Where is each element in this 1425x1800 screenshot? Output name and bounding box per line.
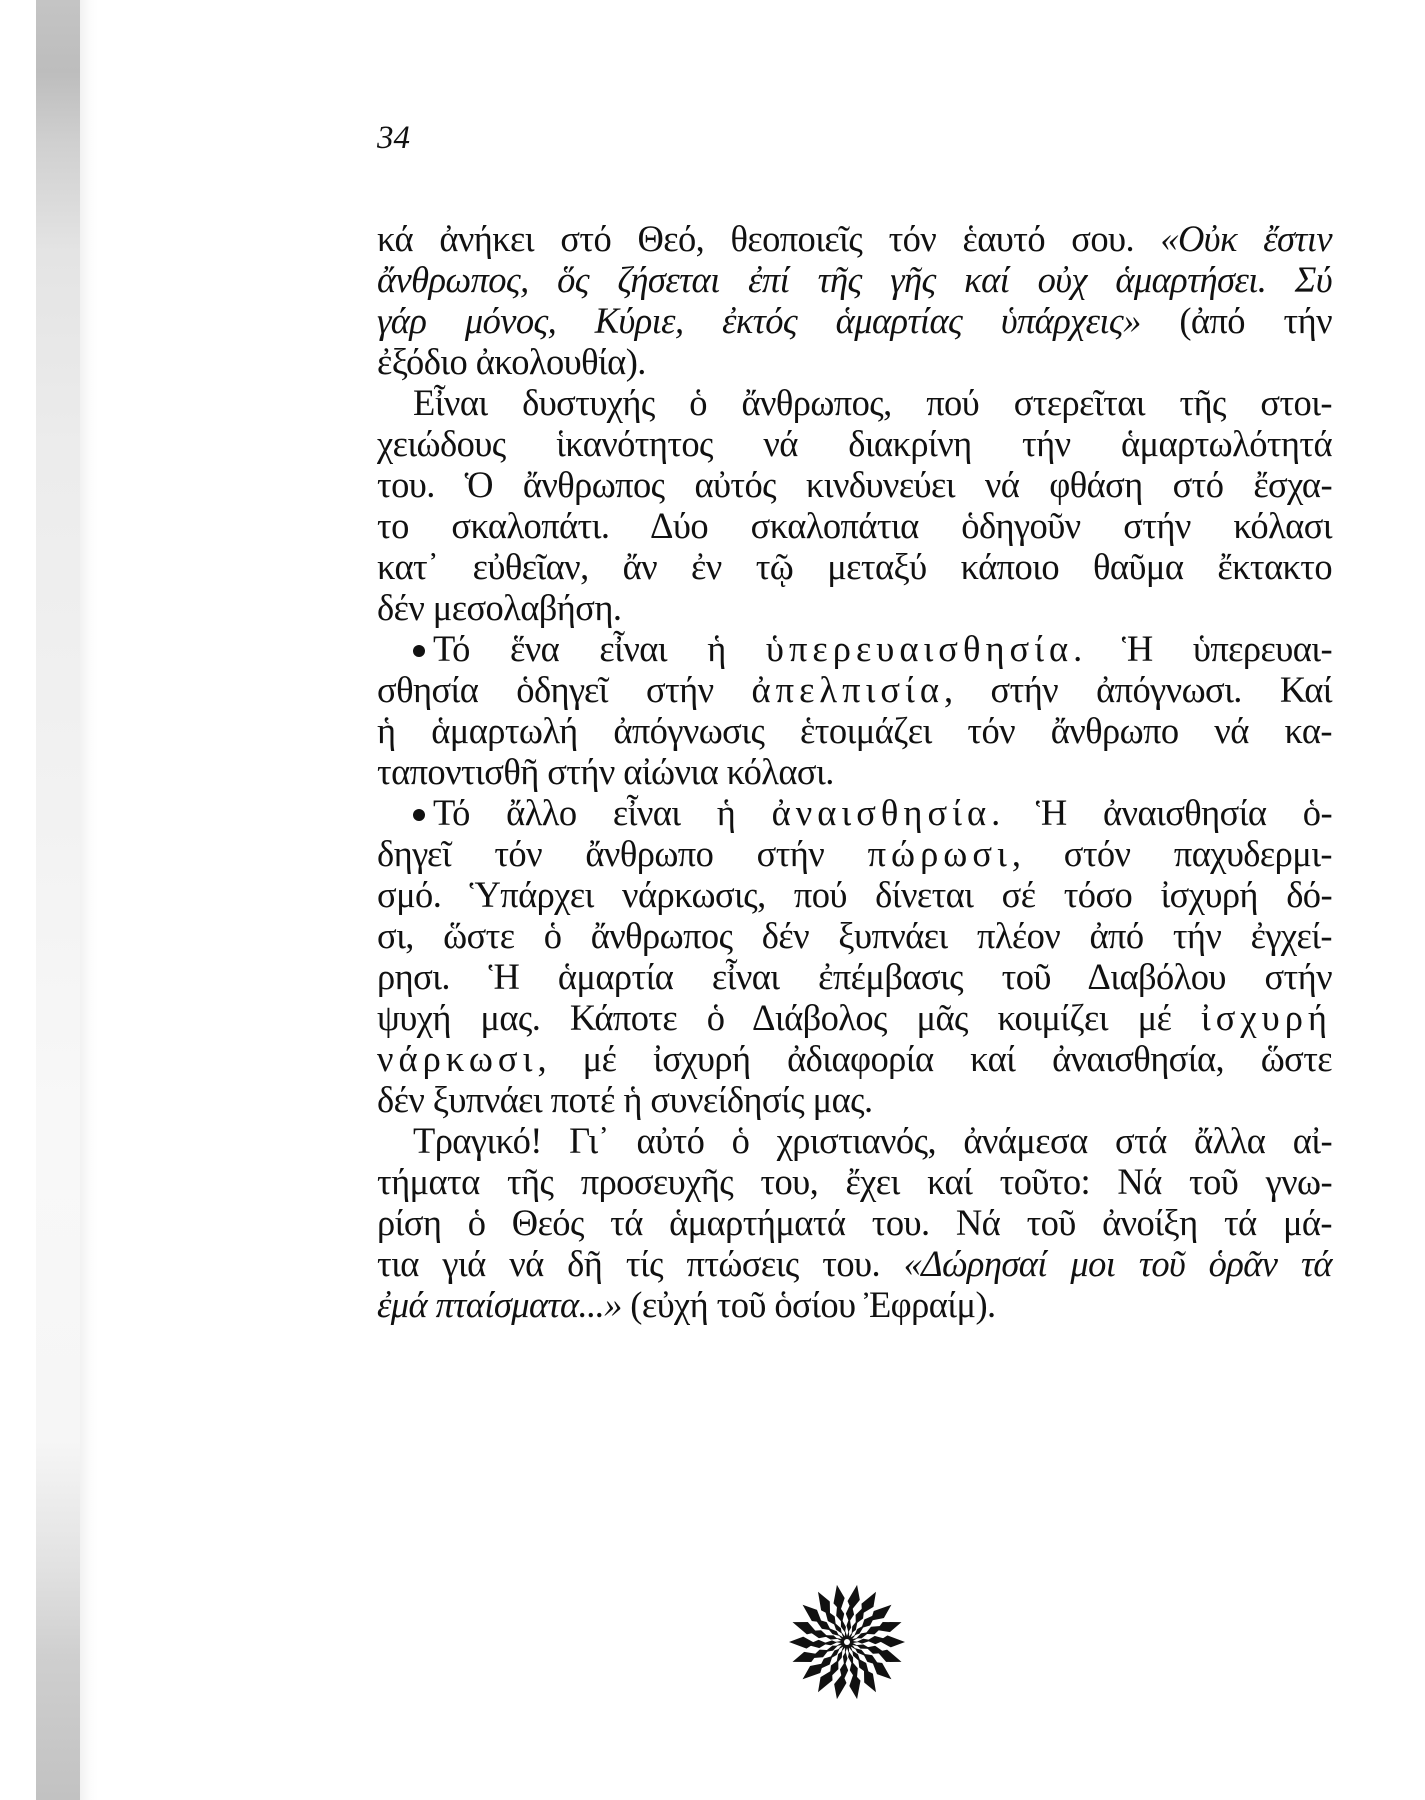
text-line	[377, 505, 1332, 546]
emphasized-term: ἰσχυρή	[1200, 997, 1332, 1038]
text-segment: δέν ξυπνάει ποτέ ἡ συνείδησίς μας.	[377, 1079, 873, 1120]
paragraph-p3	[377, 628, 1332, 792]
bullet-icon	[413, 645, 425, 657]
text-segment: γάρ μόνος, Κύριε, ἐκτός ἁμαρτίας ὑπάρχεις»	[377, 300, 1141, 341]
emphasized-term: ὑπερευαισθησία	[765, 628, 1074, 669]
text-segment: Εἶναι δυστυχής ὁ ἄνθρωπος, πού στερεῖται τῆς στοι-	[413, 382, 1332, 423]
text-segment: ἐξόδιο ἀκολουθία).	[377, 341, 646, 382]
text-segment: ἐμά πταίσματα...»	[377, 1284, 622, 1325]
text-line	[377, 218, 1332, 259]
text-line	[377, 628, 1332, 669]
emphasized-term: νάρκωσι	[377, 1038, 538, 1079]
text-segment: ρησι. Ἡ ἁμαρτία εἶναι ἐπέμβασις τοῦ Διαβόλου στήν	[377, 956, 1332, 997]
text-segment: του. Ὁ ἄνθρωπος αὐτός κινδυνεύει νά φθάση στό ἔσχα-	[377, 464, 1332, 505]
text-line	[377, 587, 1332, 628]
text-line	[377, 710, 1332, 751]
bullet-icon	[413, 809, 425, 821]
text-segment: σθησία ὁδηγεῖ στήν	[377, 669, 752, 710]
spiral-star-ornament-icon	[787, 1582, 907, 1702]
paragraph-p1	[377, 218, 1332, 382]
emphasized-term: ἀπελπισία	[751, 669, 944, 710]
text-segment: ἡ ἁμαρτωλή ἀπόγνωσις ἑτοιμάζει τόν ἄνθρωπο νά κα-	[377, 710, 1332, 751]
text-segment: ψυχή μας. Κάποτε ὁ Διάβολος μᾶς κοιμίζει μέ	[377, 997, 1201, 1038]
text-line	[377, 546, 1332, 587]
text-line	[377, 1038, 1332, 1079]
text-segment: . Ἡ ὑπερευαι-	[1073, 628, 1333, 669]
text-segment: (εὐχή τοῦ ὁσίου Ἐφραίμ).	[621, 1284, 996, 1325]
text-line	[377, 997, 1332, 1038]
text-line	[377, 382, 1332, 423]
text-segment: , στήν ἀπόγνωσι. Καί	[943, 669, 1333, 710]
text-segment: ἄνθρωπος, ὅς ζήσεται ἐπί τῆς γῆς καί οὐχ ἁμαρτήσει. Σύ	[377, 259, 1332, 300]
text-segment: χειώδους ἱκανότητος νά διακρίνη τήν ἁμαρτωλότητά	[377, 423, 1332, 464]
text-segment: σμό. Ὑπάρχει νάρκωσις, πού δίνεται σέ τόσο ἰσχυρή δό-	[377, 874, 1332, 915]
emphasized-term: πώρωσι	[867, 833, 1012, 874]
text-line	[377, 1161, 1332, 1202]
text-segment: ρίση ὁ Θεός τά ἁμαρτήματά του. Νά τοῦ ἀνοίξη τά μά-	[377, 1202, 1332, 1243]
text-line	[377, 464, 1332, 505]
text-segment: κά ἀνήκει στό Θεό, θεοποιεῖς τόν ἑαυτό σου.	[377, 218, 1161, 259]
emphasized-term: ἀναισθησία	[771, 792, 992, 833]
text-segment: , στόν παχυδερμι-	[1011, 833, 1332, 874]
text-line	[377, 833, 1332, 874]
text-line	[377, 792, 1332, 833]
text-line	[377, 669, 1332, 710]
page-number: 34	[377, 120, 410, 156]
scan-gutter-edge	[80, 0, 98, 1800]
text-line	[377, 1120, 1332, 1161]
text-segment: «Δώρησαί μοι τοῦ ὁρᾶν τά	[903, 1243, 1332, 1284]
text-segment: «Οὐκ ἔστιν	[1160, 218, 1333, 259]
text-segment: το σκαλοπάτι. Δύο σκαλοπάτια ὁδηγοῦν στήν κόλασι	[377, 505, 1332, 546]
text-segment: (ἀπό τήν	[1140, 300, 1332, 341]
text-segment: ταποντισθῆ στήν αἰώνια κόλασι.	[377, 751, 834, 792]
paragraph-p2	[377, 382, 1332, 628]
scan-gutter-shadow	[36, 0, 80, 1800]
text-line	[377, 874, 1332, 915]
paragraph-p4	[377, 792, 1332, 1120]
text-segment: Τό ἄλλο εἶναι ἡ	[433, 792, 772, 833]
text-segment: δέν μεσολαβήση.	[377, 587, 622, 628]
text-line	[377, 1202, 1332, 1243]
text-line	[377, 423, 1332, 464]
text-segment: Τό ἕνα εἶναι ἡ	[433, 628, 766, 669]
page-body	[377, 218, 1332, 1325]
text-line	[377, 1284, 1332, 1325]
text-segment: δηγεῖ τόν ἄνθρωπο στήν	[377, 833, 868, 874]
text-line	[377, 1079, 1332, 1120]
text-line	[377, 300, 1332, 341]
text-segment: τια γιά νά δῆ τίς πτώσεις του.	[377, 1243, 904, 1284]
text-segment: Τραγικό! Γι᾽ αὐτό ὁ χριστιανός, ἀνάμεσα στά ἄλλα αἰ-	[413, 1120, 1332, 1161]
text-line	[377, 1243, 1332, 1284]
book-page	[377, 118, 1332, 1325]
text-segment: . Ἡ ἀναισθησία ὁ-	[991, 792, 1332, 833]
text-segment: , μέ ἰσχυρή ἀδιαφορία καί ἀναισθησία, ὥστε	[537, 1038, 1332, 1079]
text-line	[377, 259, 1332, 300]
text-segment: κατ᾽ εὐθεῖαν, ἄν ἐν τῷ μεταξύ κάποιο θαῦμα ἔκτακτο	[377, 546, 1332, 587]
text-segment: σι, ὥστε ὁ ἄνθρωπος δέν ξυπνάει πλέον ἀπό τήν ἐγχεί-	[377, 915, 1332, 956]
text-line	[377, 341, 1332, 382]
text-segment: τήματα τῆς προσευχῆς του, ἔχει καί τοῦτο: Νά τοῦ γνω-	[377, 1161, 1332, 1202]
text-line	[377, 956, 1332, 997]
paragraph-p5	[377, 1120, 1332, 1325]
text-line	[377, 751, 1332, 792]
text-line	[377, 915, 1332, 956]
